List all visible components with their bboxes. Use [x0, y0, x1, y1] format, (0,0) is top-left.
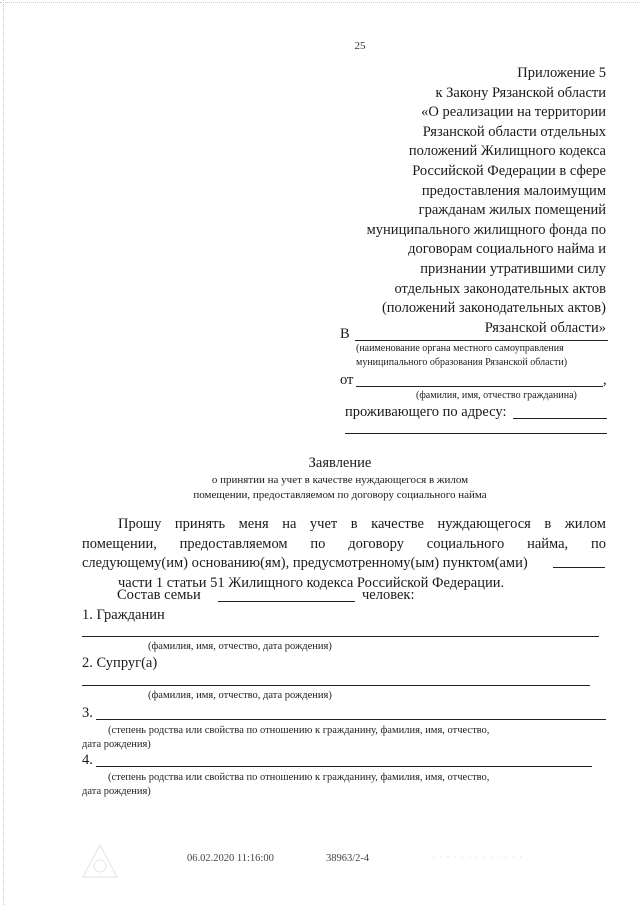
address-field-line-2[interactable]: [345, 433, 607, 434]
appendix-line: Рязанской области»: [484, 319, 606, 336]
grounds-field-line[interactable]: [553, 567, 605, 568]
to-caption-1: (наименование органа местного самоуправления: [356, 343, 564, 354]
body-line-1: Прошу принять меня на учет в качестве нуждающегося в жилом: [118, 516, 606, 532]
composition-suffix: человек:: [362, 587, 415, 603]
subtitle-line-1: о принятии на учет в качестве нуждающегося в жилом: [211, 474, 469, 486]
member-2-caption: (фамилия, имя, отчество, дата рождения): [148, 690, 332, 701]
member-2-label: 2. Супруг(а): [82, 655, 158, 671]
scan-edge-left: [3, 0, 6, 905]
residing-label: проживающего по адресу:: [345, 404, 507, 420]
member-1-caption: (фамилия, имя, отчество, дата рождения): [148, 641, 332, 652]
composition-prefix: Состав семьи: [117, 587, 201, 603]
document-subtitle: [0, 473, 640, 503]
member-4-field-line[interactable]: [96, 766, 592, 767]
member-3-caption-2: дата рождения): [82, 739, 151, 750]
request-paragraph: [82, 515, 606, 593]
page-number: 25: [354, 40, 366, 52]
to-caption-2: муниципального образования Рязанской области): [356, 357, 568, 368]
appendix-line: к Закону Рязанской области: [435, 84, 606, 101]
member-4-label: 4.: [82, 752, 93, 768]
address-field-line-1[interactable]: [513, 418, 607, 419]
appendix-line: (положений законодательных актов): [381, 300, 606, 317]
member-4-caption-2: дата рождения): [82, 786, 151, 797]
appendix-line: муниципального жилищного фонда по: [366, 221, 606, 238]
appendix-line: договорам социального найма и: [408, 241, 606, 258]
from-caption: (фамилия, имя, отчество гражданина): [416, 390, 577, 401]
member-3-label: 3.: [82, 705, 93, 721]
from-comma: ,: [603, 372, 607, 388]
appendix-line: «О реализации на территории: [421, 104, 606, 121]
scan-edge-top: [0, 2, 640, 5]
body-line-3: следующему(им) основанию(ям), предусмотренному(ым) пунктом(ами): [82, 555, 528, 571]
from-prefix: от: [340, 372, 354, 388]
member-3-field-line[interactable]: [96, 719, 606, 720]
appendix-header: [306, 64, 606, 338]
document-title: Заявление: [308, 455, 372, 471]
member-4-caption-1: (степень родства или свойства по отношению к гражданину, фамилия, имя, отчество,: [108, 772, 490, 783]
from-field-line[interactable]: [356, 386, 603, 387]
member-1-label: 1. Гражданин: [82, 607, 165, 623]
body-line-2: помещении, предоставляемом по договору социального найма, по: [82, 535, 606, 552]
appendix-line: предоставления малоимущим: [421, 182, 606, 199]
subtitle-line-2: помещении, предоставляемом по договору социального найма: [193, 489, 487, 501]
appendix-line: Российской Федерации в сфере: [412, 162, 606, 179]
member-2-field-line[interactable]: [82, 685, 590, 686]
appendix-line: признании утратившими силу: [420, 260, 606, 277]
appendix-line: Приложение 5: [517, 65, 606, 81]
footer-datetime: 06.02.2020 11:16:00: [187, 853, 274, 864]
body-line-4: части 1 статьи 51 Жилищного кодекса Российской Федерации.: [118, 574, 505, 591]
appendix-line: положений Жилищного кодекса: [408, 143, 606, 160]
faint-watermark: · · · · · · · · · · · · ·: [432, 852, 523, 862]
member-1-field-line[interactable]: [82, 636, 599, 637]
composition-count-line[interactable]: [218, 601, 355, 602]
to-prefix: В: [340, 326, 350, 342]
to-field-line[interactable]: [355, 340, 608, 341]
appendix-line: отдельных законодательных актов: [394, 280, 606, 297]
member-3-caption-1: (степень родства или свойства по отношению к гражданину, фамилия, имя, отчество,: [108, 725, 490, 736]
appendix-line: Рязанской области отдельных: [422, 123, 606, 140]
appendix-line: гражданам жилых помещений: [418, 202, 606, 219]
footer-doc-number: 38963/2-4: [326, 853, 370, 864]
registration-stamp-icon: [80, 842, 120, 882]
